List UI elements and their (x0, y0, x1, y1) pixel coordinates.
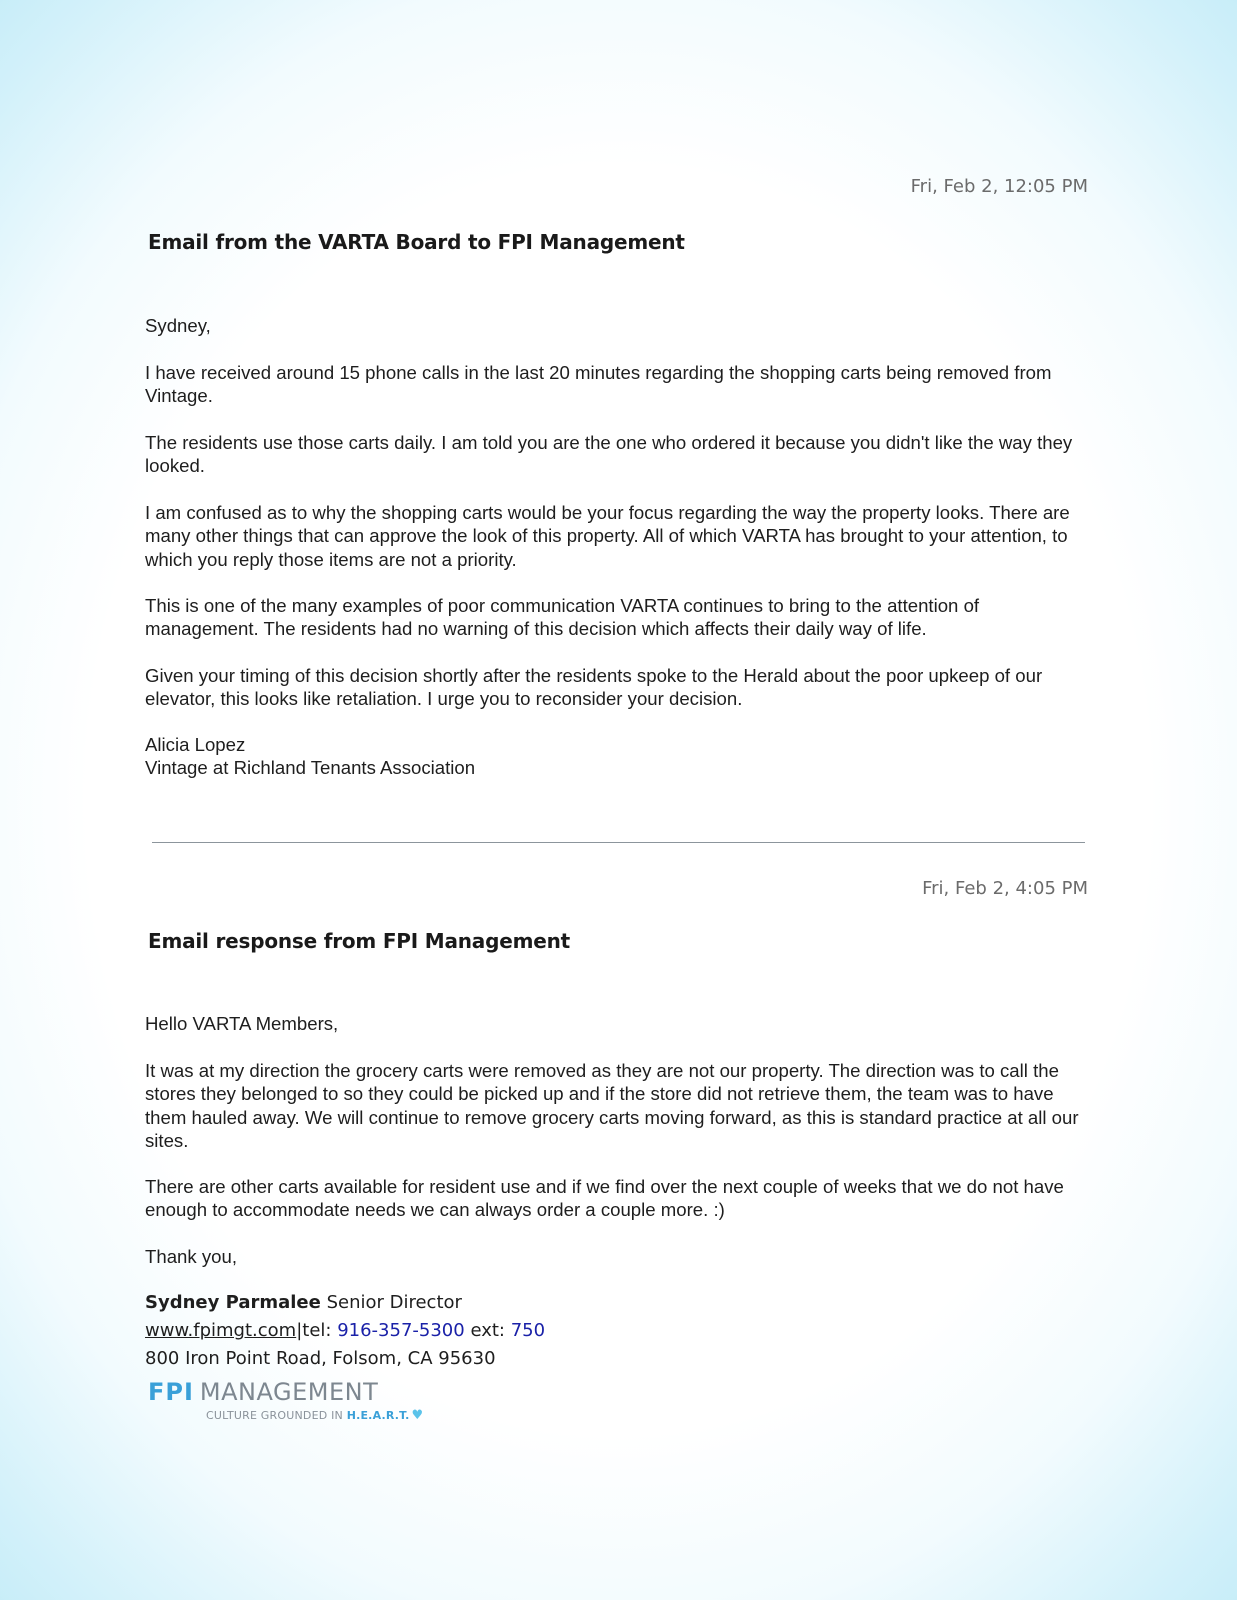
signature-title: Senior Director (326, 1292, 462, 1313)
logo-tagline: CULTURE GROUNDED IN (206, 1409, 343, 1422)
signature-name: Sydney Parmalee (145, 1292, 321, 1313)
email2-paragraph-1: It was at my direction the grocery carts were removed as they are not our property. The direction was to call the stores they belonged to so they could be picked up and if the store did not retrieve them, the team was to have them hauled away. We will continue to remove grocery carts moving forward, as this is standard practice at all our sites. (145, 1060, 1079, 1152)
email2-greeting: Hello VARTA Members, (145, 1013, 339, 1034)
signature-address: 800 Iron Point Road, Folsom, CA 95630 (145, 1348, 496, 1369)
email2-timestamp: Fri, Feb 2, 4:05 PM (922, 878, 1088, 899)
signature-name-line (145, 1292, 462, 1313)
contact-separator: | (296, 1320, 303, 1341)
email1-paragraph-3: I am confused as to why the shopping carts would be your focus regarding the way the property looks. There are many other things that can approve the look of this property. All of which VARTA has brought to your attention, to which you reply those items are not a priority. (145, 502, 1070, 570)
tel-label: tel: (302, 1320, 332, 1341)
email2-heading: Email response from FPI Management (148, 929, 570, 953)
email1-paragraph-4: This is one of the many examples of poor communication VARTA continues to bring to the attention of management. The residents had no warning of this decision which affects their daily way of life. (145, 595, 980, 640)
heart-icon: ♥ (411, 1408, 424, 1423)
phone-link[interactable]: 916-357-5300 (337, 1320, 465, 1341)
fpi-management-logo (148, 1378, 448, 1424)
email1-signature-name: Alicia Lopez (145, 734, 246, 755)
email-divider (152, 842, 1085, 843)
signature-contact-line (145, 1320, 545, 1341)
email2-closing: Thank you, (145, 1246, 237, 1267)
logo-word: MANAGEMENT (199, 1378, 379, 1406)
email2-paragraph-2: There are other carts available for resident use and if we find over the next couple of weeks that we do not have enough to accommodate needs we can always order a couple more. :) (145, 1176, 1064, 1221)
email1-paragraph-5: Given your timing of this decision shortly after the residents spoke to the Herald about the poor upkeep of our elevator, this looks like retaliation. I urge you to reconsider your decision. (145, 665, 1043, 710)
email1-timestamp: Fri, Feb 2, 12:05 PM (910, 176, 1088, 197)
email1-paragraph-2: The residents use those carts daily. I am told you are the one who ordered it because you didn't like the way they looked. (145, 432, 1073, 477)
website-link[interactable]: www.fpimgt.com (145, 1320, 297, 1341)
logo-tagline-highlight: H.E.A.R.T. (346, 1409, 410, 1422)
email1-paragraph-1: I have received around 15 phone calls in the last 20 minutes regarding the shopping carts being removed from Vintage. (145, 362, 1052, 407)
email1-greeting: Sydney, (145, 315, 211, 336)
email1-heading: Email from the VARTA Board to FPI Management (148, 230, 685, 254)
ext-link[interactable]: 750 (510, 1320, 546, 1341)
ext-label: ext: (470, 1320, 505, 1341)
email1-signature-org: Vintage at Richland Tenants Association (145, 757, 476, 778)
logo-brand: FPI (148, 1378, 194, 1406)
